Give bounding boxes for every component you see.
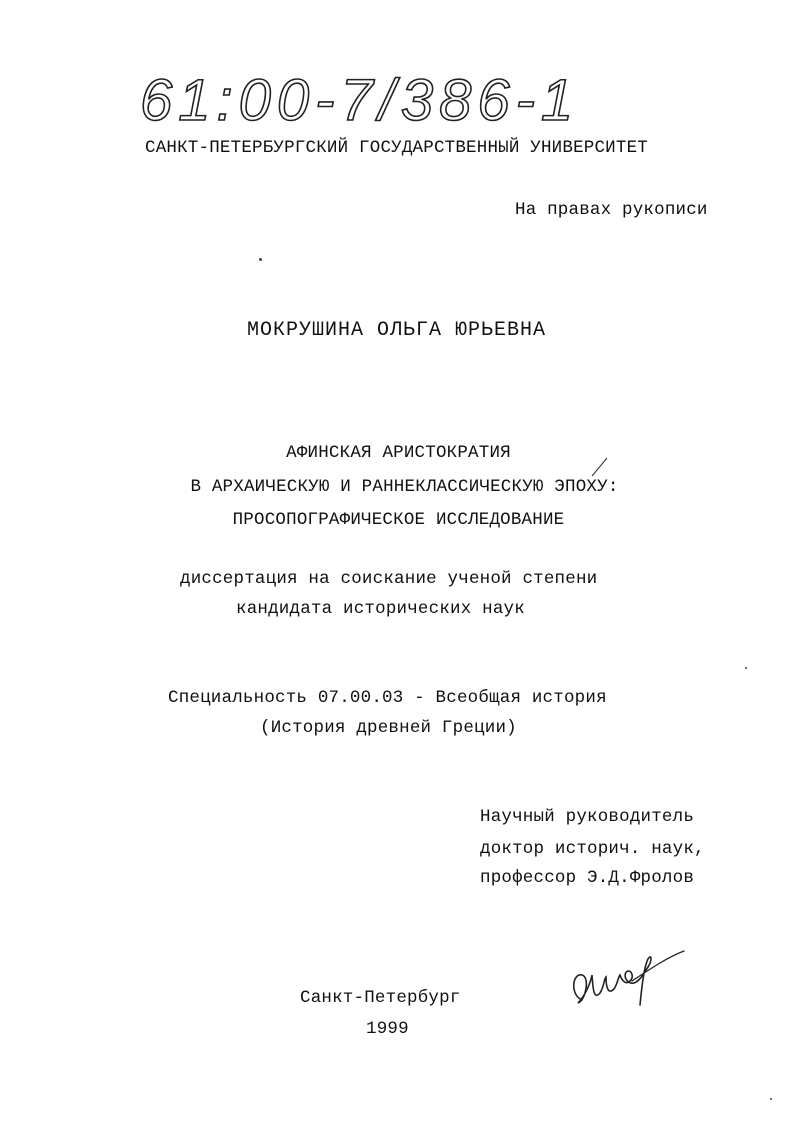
manuscript-note: На правах рукописи bbox=[515, 200, 708, 220]
scan-speck bbox=[770, 1098, 772, 1100]
city: Санкт-Петербург bbox=[300, 988, 461, 1008]
archive-number-text: 61:00-7/386-1 bbox=[140, 68, 580, 133]
scan-speck bbox=[745, 667, 747, 669]
supervisor-line-1: Научный руководитель bbox=[480, 807, 695, 827]
university-name: САНКТ-ПЕТЕРБУРГСКИЙ ГОСУДАРСТВЕННЫЙ УНИВЕРСИТЕТ bbox=[145, 138, 648, 158]
title-line-2: В АРХАИЧЕСКУЮ И РАННЕКЛАССИЧЕСКУЮ ЭПОХУ: bbox=[190, 477, 619, 497]
title-line-1: АФИНСКАЯ АРИСТОКРАТИЯ bbox=[286, 443, 511, 463]
specialty-line-2: (История древней Греции) bbox=[260, 718, 517, 738]
degree-line-1: диссертация на соискание ученой степени bbox=[180, 569, 598, 589]
specialty-line-1: Специальность 07.00.03 - Всеобщая история bbox=[168, 688, 607, 708]
supervisor-line-2: доктор историч. наук, bbox=[480, 839, 705, 859]
title-line-3: ПРОСОПОГРАФИЧЕСКОЕ ИССЛЕДОВАНИЕ bbox=[232, 510, 565, 530]
author-name: МОКРУШИНА ОЛЬГА ЮРЬЕВНА bbox=[246, 319, 547, 342]
supervisor-line-3: профессор Э.Д.Фролов bbox=[480, 868, 695, 888]
degree-line-2: кандидата исторических наук bbox=[236, 599, 525, 619]
scan-speck bbox=[259, 258, 262, 261]
pen-mark bbox=[590, 456, 610, 478]
year: 1999 bbox=[366, 1019, 409, 1039]
handwritten-archive-number bbox=[140, 58, 580, 148]
handwritten-signature bbox=[560, 945, 700, 1025]
